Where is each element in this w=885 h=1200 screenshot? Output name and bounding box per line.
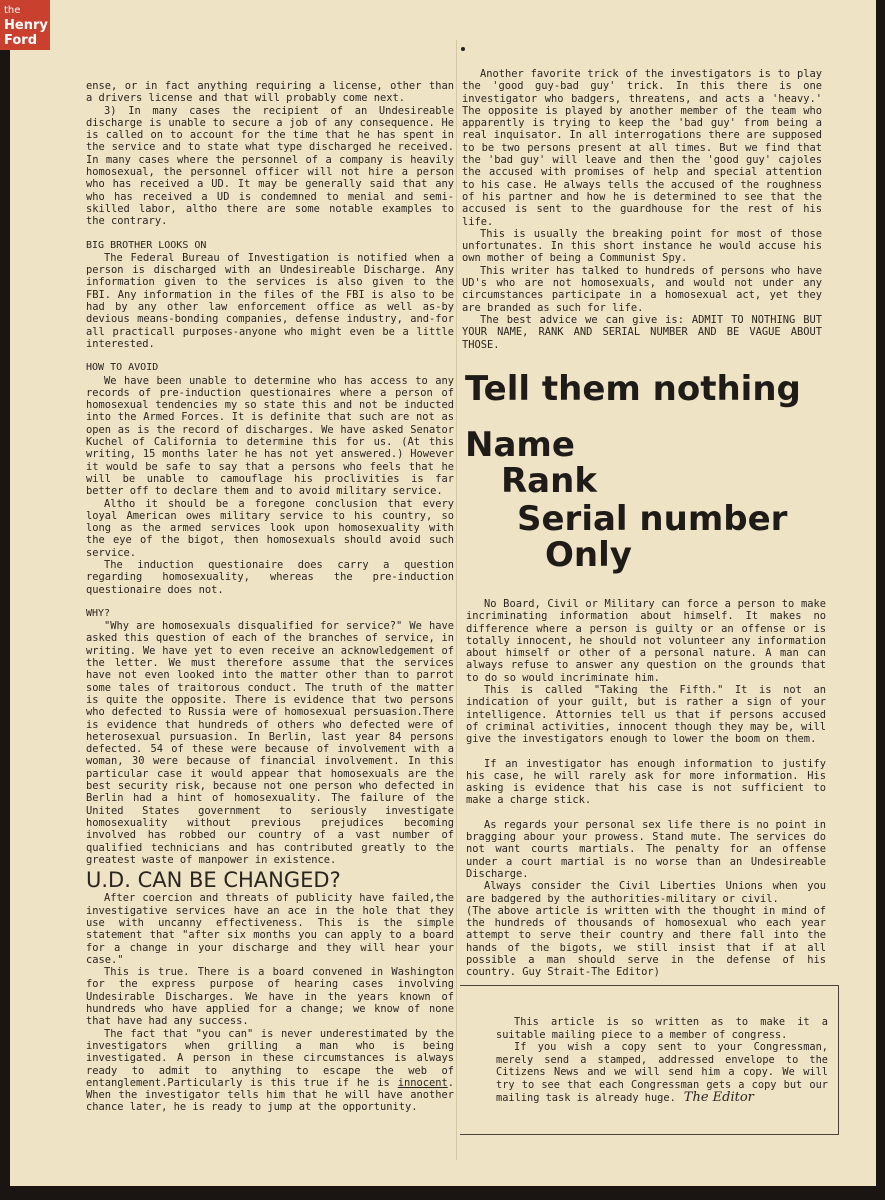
underlined-innocent: innocent [397, 1076, 448, 1089]
ink-dot [461, 47, 465, 51]
left-paragraph-10-b: . When the investigator tells him that he will have another chance later, he is ready to jump at the opportunity. [86, 1076, 454, 1114]
left-paragraph-2: 3) In many cases the recipient of an Undesireable discharge is unable to secure a job of any consequence. He is called on to account for the time that he has spent in the service and to state what type discharged he received. In many cases where the personnel of a company is heavily homosexual, the personnel officer will not hire a person who has received a UD. It may be generally said that any who has received a UD is condemned to menial and semi-skilled labor, altho there are some notable examples to the contrary. [86, 104, 454, 228]
section-heading-big-brother: BIG BROTHER LOOKS ON [86, 239, 207, 251]
center-fold [456, 40, 457, 1160]
left-paragraph-9: This is true. There is a board convened in Washington for the express purpose of hearing cases involving Undesirable Discharges. We have in the years known of hundreds who have applied for a change; we know of none that have had any success. [86, 966, 454, 1028]
section-heading-why: WHY? [86, 607, 111, 619]
right-paragraph-1: Another favorite trick of the investigators is to play the 'good guy-bad guy' trick. In this there is one investigator who badgers, threatens, and acts a 'heavy.' The opposite is played by another member of the team who apparently is trying to keep the 'bad guy' from being a real inquisator. In all interrogations there are supposed to be two persons present at all times. But we find that the 'bad guy' will leave and then the 'good guy' cajoles the accused with promises of help and special attention to his case. He always tells the accused of the roughness of his partner and how he is determined to see that the accused is sent to the guardhouse for the rest of his life. [462, 68, 822, 228]
box-paragraph-2-text: If you wish a copy sent to your Congressman, merely send a stamped, addressed envelope to the Citizens News and we will send him a copy. We will try to see that each Congressman gets a copy but our mailing task is already huge. [496, 1041, 828, 1104]
right2-paragraph-6: (The above article is written with the thought in mind of the hundreds of thousands of homosexual who each year attempt to serve their country and there fall into the hands of the bigots, we still insist that if at all possible a man should serve in the defense of his country. Guy Strait-The Editor) [466, 904, 826, 979]
banner-line-2: Name [465, 425, 575, 465]
section-heading-how-to-avoid: HOW TO AVOID [86, 362, 159, 374]
right2-paragraph-5: Always consider the Civil Liberties Unions when you are badgered by the authorities-military or civil. [466, 880, 826, 905]
left-paragraph-10-a: The fact that "you can" is never underestimated by the investigators when grilling a man who is being investigated. A person in these circumstances is always ready to admit to anything to escape the web of entanglement.Particularly is this true if he is [86, 1027, 454, 1089]
editor-signature: The Editor [683, 1089, 754, 1105]
mailing-box-text [496, 1016, 828, 1104]
right-column-bottom [466, 598, 826, 979]
right-paragraph-3: This writer has talked to hundreds of persons who have UD's who are not homosexuals, and would not under any circumstances participate in a homosexual act, yet they are branded as such for life. [462, 264, 822, 314]
left-column [86, 80, 454, 1114]
logo-line-3: Ford [4, 33, 38, 48]
newspaper-page [10, 0, 876, 1186]
left-paragraph-3: The Federal Bureau of Investigation is notified when a person is discharged with an Undesireable Discharge. Any information given to the services is also given to the FBI. Any information in the files of the FBI is also to be had by any other law enforcement office as well as-by devious means-bonding companies, defense industry, and-for all practicall purposes-anyone who might even be a little interested. [86, 251, 454, 350]
headline-ud-can-be-changed: U.D. CAN BE CHANGED? [86, 868, 341, 893]
left-paragraph-5: Altho it should be a foregone conclusion that every loyal American owes military service to his country, so long as the armed services look upon homosexuality with the eye of the bigot, then homosexuals should avoid such service. [86, 497, 454, 559]
banner-line-3: Rank [501, 461, 597, 501]
left-paragraph-1: ense, or in fact anything requiring a license, other than a drivers license and that will probably come next. [86, 80, 454, 105]
banner-line-5: Only [545, 535, 632, 575]
right-column-top [462, 68, 822, 351]
right2-paragraph-1: No Board, Civil or Military can force a person to make incriminating information about himself. It makes no difference where a person is guilty or an offense or is totally innocent, he should not volunteer any information about himself or other of a personal nature. A man can always refuse to answer any question on the grounds that to do so would incriminate him. [466, 598, 826, 684]
logo-line-1: the [4, 5, 21, 16]
banner-tell-them-nothing [465, 369, 875, 575]
right2-paragraph-4: As regards your personal sex life there is no point in bragging abour your prowess. Stand mute. The services do not want courts martials. The penalty for an offense under a court martial is no worse than an Undesireable Discharge. [466, 818, 826, 880]
banner-line-4: Serial number [517, 499, 788, 539]
right2-paragraph-2: This is called "Taking the Fifth." It is not an indication of your guilt, but is rather a sign of your intelligence. Attornies tell us that if persons accused of criminal activities, innocent though they may be, will give the investigators enough to lower the boom on them. [466, 684, 826, 746]
banner-line-1: Tell them nothing [465, 369, 801, 409]
left-paragraph-6: The induction questionaire does carry a question regarding homosexuality, whereas the pre-induction questionaire does not. [86, 558, 454, 596]
right2-paragraph-3: If an investigator has enough information to justify his case, he will rarely ask for more information. His asking is evidence that his case is not sufficient to make a charge stick. [466, 757, 826, 807]
left-paragraph-7: "Why are homosexuals disqualified for service?" We have asked this question of each of the branches of service, in writing. We have yet to even receive an acknowledgement of the letter. We must therefore assume that the services have not even looked into the matter other than to parrot some tales of traitorous conduct. The truth of the matter is quite the opposite. There is evidence that two persons who defected to Russia were of homosexual persuasion.There is evidence that hundreds of others who defected were of heterosexual pursuasion. In Berlin, last year 84 persons defected. 54 of these were because of involvement with a woman, 30 were because of financial involvement. In this particular case it would appear that homosexuals are the best security risk, because not one person who defected in Berlin had a hint of homosexuality. The failure of the United States government to seriously investigate homosexuality without previous prejudices becoming involved has robbed our country of a vast number of qualified technicians and has contributed greatly to the greatest waste of manpower in existence. [86, 620, 454, 866]
box-paragraph-2 [496, 1041, 828, 1104]
right-paragraph-2: This is usually the breaking point for most of those unfortunates. In this short instance he would accuse his own mother of being a Communist Spy. [462, 227, 822, 265]
logo-line-2: Henry [4, 18, 48, 33]
left-paragraph-8: After coercion and threats of publicity have failed,the investigative services have an ace in the hole that they use with uncanny effectiveness. This is the simple statement that "after six months you can apply to a board for a change in your discharge and they will hear your case." [86, 892, 454, 966]
box-paragraph-1: This article is so written as to make it a suitable mailing piece to a member of congress. [496, 1016, 828, 1041]
left-paragraph-10 [86, 1028, 454, 1114]
right-paragraph-4: The best advice we can give is: ADMIT TO NOTHING BUT YOUR NAME, RANK AND SERIAL NUMBER AND BE VAGUE ABOUT THOSE. [462, 313, 822, 351]
left-paragraph-4: We have been unable to determine who has access to any records of pre-induction questionaires where a person of homosexual tendencies my so state this and not be inducted into the Armed Forces. It is definite that such are not as open as is the record of discharges. We have asked Senator Kuchel of California to determine this for us. (At this writing, 15 months later he has not yet answered.) However it would be safe to say that a persons who feels that he will be unable to camouflage his proclivities is far better off to declare them and to avoid military service. [86, 374, 454, 498]
henry-ford-logo [0, 0, 50, 50]
